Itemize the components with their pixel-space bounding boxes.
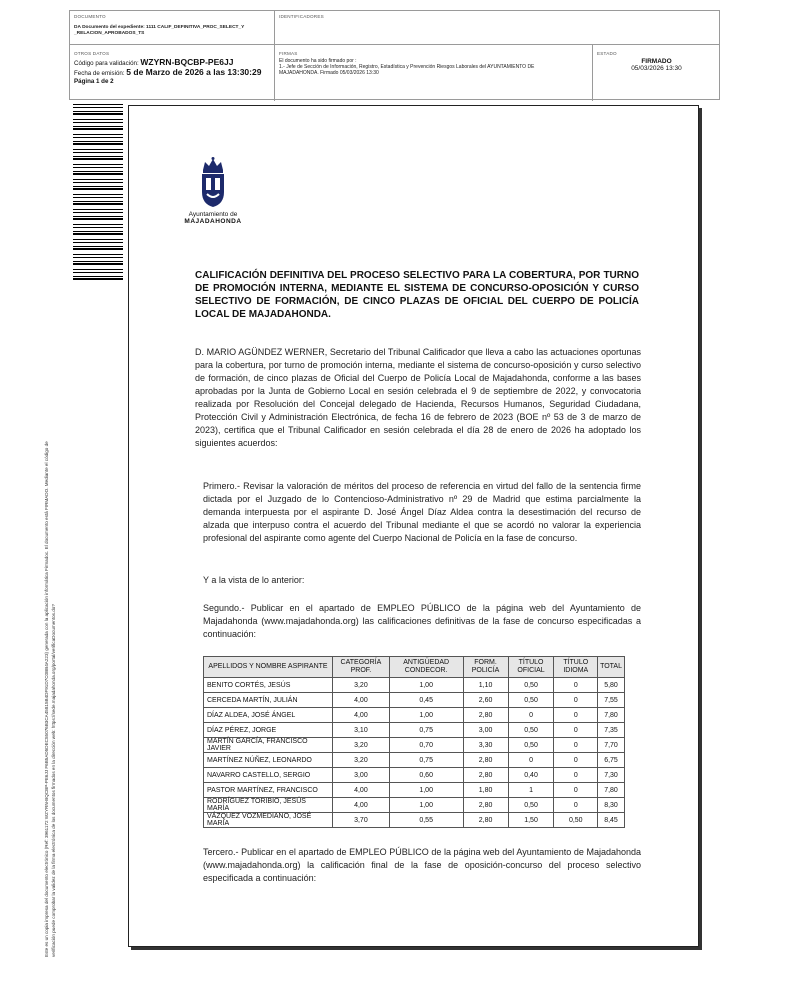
cell-total: 7,80 <box>598 783 625 798</box>
cell-categoria: 4,00 <box>333 693 390 708</box>
table-row <box>204 798 625 813</box>
col-header-total: TOTAL <box>598 657 625 678</box>
cell-formacion: 1,10 <box>463 678 508 693</box>
cell-total: 7,30 <box>598 768 625 783</box>
cell-formacion: 1,80 <box>463 783 508 798</box>
documento-cell <box>70 11 275 45</box>
cell-titulo-idioma: 0,50 <box>554 813 598 828</box>
table-row <box>204 738 625 753</box>
documento-label: DOCUMENTO <box>74 14 106 19</box>
cell-formacion: 2,80 <box>463 768 508 783</box>
cell-titulo-oficial: 1,50 <box>508 813 554 828</box>
primero-paragraph: Primero.- Revisar la valoración de méritos del proceso de referencia en virtud del fallo de la sentencia firme dictada por el Juzgado de lo Contencioso-Administrativo nº 29 de Madrid que estima parcialmente la demanda interpuesta por el aspirante D. José Ángel Díaz Aldea contra la desestimación del recurso de alzada que interpuso contra el acuerdo del Tribunal mediante el que se acordó no valorar la experiencia profesional del aspirante como agente del Cuerpo Nacional de Policía en la fase de concurso. <box>203 481 641 543</box>
firmas-line-1: El documento ha sido firmado por : <box>279 58 357 64</box>
table-row <box>204 708 625 723</box>
estado-value: FIRMADO <box>641 58 672 65</box>
side-verification-text <box>43 317 57 957</box>
page-shadow-bottom <box>131 947 702 950</box>
fecha-emision <box>74 68 270 78</box>
cell-total: 8,30 <box>598 798 625 813</box>
logo-city: MAJADAHONDA <box>184 218 242 225</box>
cell-titulo-oficial: 0,50 <box>508 678 554 693</box>
cell-total: 7,80 <box>598 708 625 723</box>
codigo-prefix: Código para validación: <box>74 60 139 67</box>
cell-nombre: VÁZQUEZ VOZMEDIANO, JOSÉ MARÍA <box>204 813 333 828</box>
cell-titulo-idioma: 0 <box>554 753 598 768</box>
cell-antiguedad: 1,00 <box>389 708 463 723</box>
cell-total: 6,75 <box>598 753 625 768</box>
cell-titulo-oficial: 0 <box>508 708 554 723</box>
cell-nombre: MARTÍN GARCÍA, FRANCISCO JAVIER <box>204 738 333 753</box>
cell-antiguedad: 0,70 <box>389 738 463 753</box>
cell-antiguedad: 1,00 <box>389 783 463 798</box>
identificadores-label: IDENTIFICADORES <box>279 14 324 19</box>
cell-total: 7,35 <box>598 723 625 738</box>
cell-titulo-oficial: 0,50 <box>508 798 554 813</box>
col-header-antiguedad: ANTIGÜEDAD CONDECOR. <box>389 657 463 678</box>
otros-datos-label: OTROS DATOS <box>74 51 110 56</box>
cell-formacion: 2,80 <box>463 798 508 813</box>
col-header-nombre: APELLIDOS Y NOMBRE ASPIRANTE <box>204 657 333 678</box>
cell-nombre: PASTOR MARTÍNEZ, FRANCISCO <box>204 783 333 798</box>
cell-titulo-idioma: 0 <box>554 693 598 708</box>
intro-paragraph: D. MARIO AGÜNDEZ WERNER, Secretario del Tribunal Calificador que lleva a cabo las actuaciones oportunas para la cobertura, por turno de promoción interna, mediante el sistema de concurso-oposición y curso selectivo de formación, de cinco plazas de Oficial del Cuerpo de Policía Local de Majadahonda, conforme a las bases aprobadas por la Junta de Gobierno Local en sesión celebrada el 9 de septiembre de 2022, y convocatoria realizada por Resolución del Concejal delegado de Hacienda, Recursos Humanos, Seguridad Ciudadana, Protección Civil y Administración Electrónica, de fecha 16 de febrero de 2023 (BOE nº 53 de 3 de marzo de 2023), certifica que el Tribunal Calificador en sesión celebrada el día 28 de enero de 2026 ha adoptado los siguientes acuerdos: <box>195 347 641 448</box>
cell-total: 7,70 <box>598 738 625 753</box>
tercero-paragraph: Tercero.- Publicar en el apartado de EMPLEO PÚBLICO de la página web del Ayuntamiento de Majadahonda (www.majadahonda.org) la calificación final de la fase de oposición-concurso del proceso selectivo especificada a continuación: <box>203 847 641 883</box>
cell-antiguedad: 0,75 <box>389 753 463 768</box>
logo-name: Ayuntamiento de <box>188 211 238 218</box>
cell-nombre: RODRÍGUEZ TORIBIO, JESÚS MARÍA <box>204 798 333 813</box>
segundo-paragraph: Segundo.- Publicar en el apartado de EMPLEO PÚBLICO de la página web del Ayuntamiento de Majadahonda (www.majadahonda.org) las calificaciones definitivas de la fase de concurso especificadas a continuación: <box>203 603 641 639</box>
ayuntamiento-logo <box>173 156 253 225</box>
cell-categoria: 3,20 <box>333 753 390 768</box>
fecha-prefix: Fecha de emisión: <box>74 70 125 77</box>
cell-antiguedad: 1,00 <box>389 678 463 693</box>
cell-categoria: 4,00 <box>333 708 390 723</box>
cell-nombre: MARTÍNEZ NÚÑEZ, LEONARDO <box>204 753 333 768</box>
estado-fecha: 05/03/2026 13:30 <box>631 65 682 72</box>
firmas-line-2: 1.- Jefe de Sección de Información, Registro, Estadística y Prevención Riesgos Laborales del AYUNTAMIENTO DE <box>279 64 535 70</box>
pagina-indicator: Página 1 de 2 <box>74 78 114 85</box>
document-header <box>69 10 720 100</box>
cell-titulo-idioma: 0 <box>554 678 598 693</box>
otros-datos-cell <box>70 45 275 101</box>
cell-nombre: NAVARRO CASTELLO, SERGIO <box>204 768 333 783</box>
col-header-titulo-idioma: TÍTULO IDIOMA <box>554 657 598 678</box>
cell-nombre: DÍAZ PÉREZ, JORGE <box>204 723 333 738</box>
firmas-cell <box>275 45 593 101</box>
cell-titulo-idioma: 0 <box>554 798 598 813</box>
table-header-row <box>204 657 625 678</box>
cell-formacion: 3,00 <box>463 723 508 738</box>
cell-titulo-oficial: 0,50 <box>508 738 554 753</box>
cell-antiguedad: 1,00 <box>389 798 463 813</box>
cell-total: 5,80 <box>598 678 625 693</box>
codigo-value: WZYRN-BQCBP-PE6JJ <box>140 57 234 67</box>
document-page <box>128 105 699 947</box>
cell-formacion: 2,60 <box>463 693 508 708</box>
estado-cell <box>593 45 720 101</box>
fecha-value: 5 de Marzo de 2026 a las 13:30:29 <box>126 67 262 77</box>
cell-titulo-idioma: 0 <box>554 738 598 753</box>
cell-titulo-idioma: 0 <box>554 723 598 738</box>
estado-label: ESTADO <box>597 51 617 56</box>
document-title: CALIFICACIÓN DEFINITIVA DEL PROCESO SELECTIVO PARA LA COBERTURA, POR TURNO DE PROMOCIÓN INTERNA, MEDIANTE EL SISTEMA DE CONCURSO-OPOSICIÓN Y CURSO SELECTIVO DE FORMACIÓN, DE CINCO PLAZAS DE OFICIAL DEL CUERPO DE POLICÍA LOCAL DE MAJADAHONDA. <box>195 270 639 320</box>
documento-value-2: _RELACION_APROBADOS_TS <box>74 31 145 36</box>
cell-titulo-oficial: 0,40 <box>508 768 554 783</box>
col-header-titulo-oficial: TÍTULO OFICIAL <box>508 657 554 678</box>
calificaciones-table <box>203 656 625 828</box>
table-row <box>204 693 625 708</box>
cell-formacion: 2,80 <box>463 708 508 723</box>
cell-antiguedad: 0,55 <box>389 813 463 828</box>
cell-categoria: 3,20 <box>333 738 390 753</box>
cell-total: 7,55 <box>598 693 625 708</box>
cell-titulo-idioma: 0 <box>554 768 598 783</box>
cell-antiguedad: 0,75 <box>389 723 463 738</box>
cell-titulo-oficial: 0,50 <box>508 723 554 738</box>
cell-nombre: BENITO CORTÉS, JESÚS <box>204 678 333 693</box>
cell-formacion: 3,30 <box>463 738 508 753</box>
side-text-line-2: verificación puede comprobar la validez de la firma electrónica de los documentos firmados en la dirección web: https://sede.majadahonda.org/portal/verificaDocumentos.do? <box>51 604 56 957</box>
table-row <box>204 753 625 768</box>
barcode-graphic <box>73 104 123 284</box>
table-row <box>204 783 625 798</box>
cell-categoria: 3,20 <box>333 678 390 693</box>
vista-paragraph: Y a la vista de lo anterior: <box>203 575 305 585</box>
cell-formacion: 2,80 <box>463 753 508 768</box>
cell-categoria: 3,70 <box>333 813 390 828</box>
side-text-line-1: Este es un copia impresa del documento electrónico (Ref: 3961172 WZYRN-BQCBP-PE6JJ F6B5AD5DEC55076B3CA45815B4DF91D7C0BB4A223) generada con la aplicación informática Firmadoc. El documento está FIRMADO. Mediante el código de <box>44 441 49 957</box>
cell-nombre: DÍAZ ALDEA, JOSÉ ÁNGEL <box>204 708 333 723</box>
cell-titulo-oficial: 0 <box>508 753 554 768</box>
documento-value-1: DA Documento del expediente: 1111 CALIF_DEFINITIVA_PROC_SELECT_Y <box>74 25 245 30</box>
cell-titulo-oficial: 0,50 <box>508 693 554 708</box>
cell-titulo-idioma: 0 <box>554 708 598 723</box>
table-row <box>204 678 625 693</box>
coat-of-arms-icon <box>197 156 229 208</box>
cell-categoria: 3,10 <box>333 723 390 738</box>
cell-total: 8,45 <box>598 813 625 828</box>
table-row <box>204 813 625 828</box>
firmas-label: FIRMAS <box>279 51 298 56</box>
table-row <box>204 723 625 738</box>
col-header-categoria: CATEGORÍA PROF. <box>333 657 390 678</box>
col-header-formacion: FORM. POLICÍA <box>463 657 508 678</box>
cell-nombre: CERCEDA MARTÍN, JULIÁN <box>204 693 333 708</box>
cell-categoria: 4,00 <box>333 783 390 798</box>
firmas-line-3: MAJADAHONDA. Firmado 05/03/2026 13:30 <box>279 70 379 76</box>
cell-titulo-idioma: 0 <box>554 783 598 798</box>
cell-formacion: 2,80 <box>463 813 508 828</box>
cell-categoria: 4,00 <box>333 798 390 813</box>
table-row <box>204 768 625 783</box>
page-shadow-right <box>699 108 702 950</box>
identificadores-cell <box>275 11 720 45</box>
cell-antiguedad: 0,60 <box>389 768 463 783</box>
cell-antiguedad: 0,45 <box>389 693 463 708</box>
cell-titulo-oficial: 1 <box>508 783 554 798</box>
cell-categoria: 3,00 <box>333 768 390 783</box>
